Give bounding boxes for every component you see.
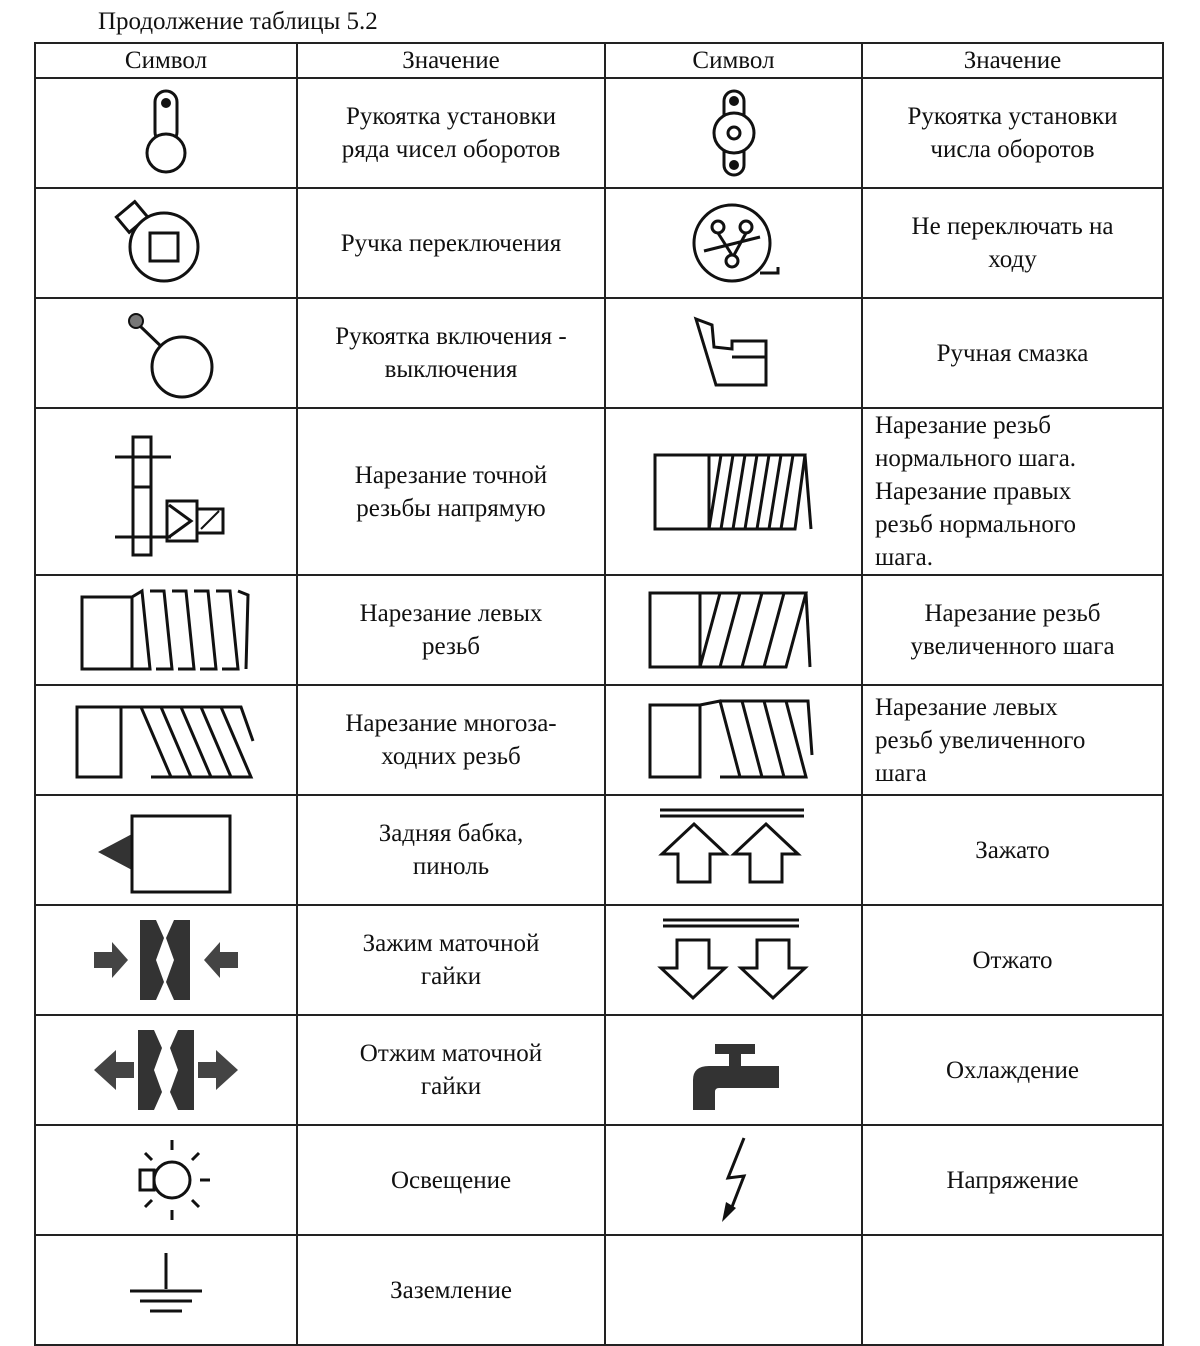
- empty-cell: [862, 1235, 1163, 1345]
- tailstock-quill-icon: [86, 802, 246, 898]
- table-row: [35, 1015, 1163, 1125]
- coolant-tap-icon: [669, 1022, 799, 1118]
- speed-range-lever-icon: [106, 85, 226, 181]
- meaning-text: Нарезание левых резьб: [359, 600, 543, 660]
- ground-icon: [106, 1245, 226, 1335]
- meaning-text: Рукоятка включения - выключения: [335, 323, 567, 383]
- unclamped-icon: [649, 912, 819, 1008]
- on-off-lever-icon: [106, 305, 226, 401]
- meaning-text: Нарезание многоза- ходних резьб: [345, 710, 557, 770]
- meaning-text: Не переключать на ходу: [911, 213, 1114, 273]
- direct-precision-thread-icon: [101, 417, 231, 567]
- table-row: [35, 575, 1163, 685]
- left-thread-icon: [76, 585, 256, 675]
- clamped-icon: [654, 802, 814, 898]
- meaning-text: Напряжение: [946, 1166, 1079, 1194]
- lighting-lamp-icon: [106, 1132, 226, 1228]
- table-row: [35, 78, 1163, 188]
- meaning-text: Заземление: [390, 1276, 512, 1304]
- table-header-row: [35, 43, 1163, 78]
- table-row: [35, 188, 1163, 298]
- multi-start-thread-icon: [71, 695, 261, 785]
- table-row: [35, 1125, 1163, 1235]
- symbols-table: [34, 42, 1164, 1346]
- meaning-text: Нарезание резьб увеличенного шага: [910, 600, 1115, 660]
- meaning-text: Ручная смазка: [936, 339, 1089, 367]
- table-row: [35, 795, 1163, 905]
- increased-pitch-thread-icon: [644, 585, 824, 675]
- meaning-text: Рукоятка установки числа оборотов: [907, 103, 1118, 163]
- header-meaning-left: Значение: [297, 43, 605, 78]
- meaning-text: Зажато: [975, 836, 1050, 864]
- leadscrew-nut-release-icon: [86, 1022, 246, 1118]
- table-row: [35, 685, 1163, 795]
- header-symbol-left: Символ: [35, 43, 297, 78]
- table-row: [35, 905, 1163, 1015]
- meaning-text: Охлаждение: [945, 1056, 1080, 1084]
- leadscrew-nut-clamp-icon: [86, 912, 246, 1008]
- table-row: [35, 408, 1163, 575]
- meaning-text: Зажим маточной гайки: [362, 930, 540, 990]
- table-row: [35, 298, 1163, 408]
- no-shift-while-running-icon: [674, 193, 794, 293]
- meaning-text: Отжим маточной гайки: [359, 1040, 543, 1100]
- meaning-text: Освещение: [390, 1166, 512, 1194]
- meaning-text: Нарезание точной резьбы напрямую: [354, 461, 548, 522]
- meaning-text: Нарезание левых резьб увеличенного шага: [875, 693, 1086, 787]
- empty-cell: [605, 1235, 862, 1345]
- meaning-text: Нарезание резьб нормального шага. Нарезание правых резьб нормального шага.: [875, 412, 1077, 571]
- meaning-text: Рукоятка установки ряда чисел оборотов: [341, 103, 561, 163]
- header-symbol-right: Символ: [605, 43, 862, 78]
- voltage-lightning-icon: [684, 1132, 784, 1228]
- header-meaning-right: Значение: [862, 43, 1163, 78]
- meaning-text: Задняя бабка, пиноль: [378, 820, 524, 880]
- speed-lever-icon: [684, 85, 784, 181]
- left-increased-pitch-thread-icon: [644, 695, 824, 785]
- normal-pitch-thread-icon: [649, 447, 819, 537]
- meaning-text: Ручка переключения: [340, 229, 562, 257]
- table-row: [35, 1235, 1163, 1345]
- table-caption: Продолжение таблицы 5.2: [98, 8, 378, 35]
- meaning-text: Отжато: [972, 946, 1053, 974]
- manual-lubrication-icon: [674, 305, 794, 401]
- switch-knob-icon: [106, 195, 226, 291]
